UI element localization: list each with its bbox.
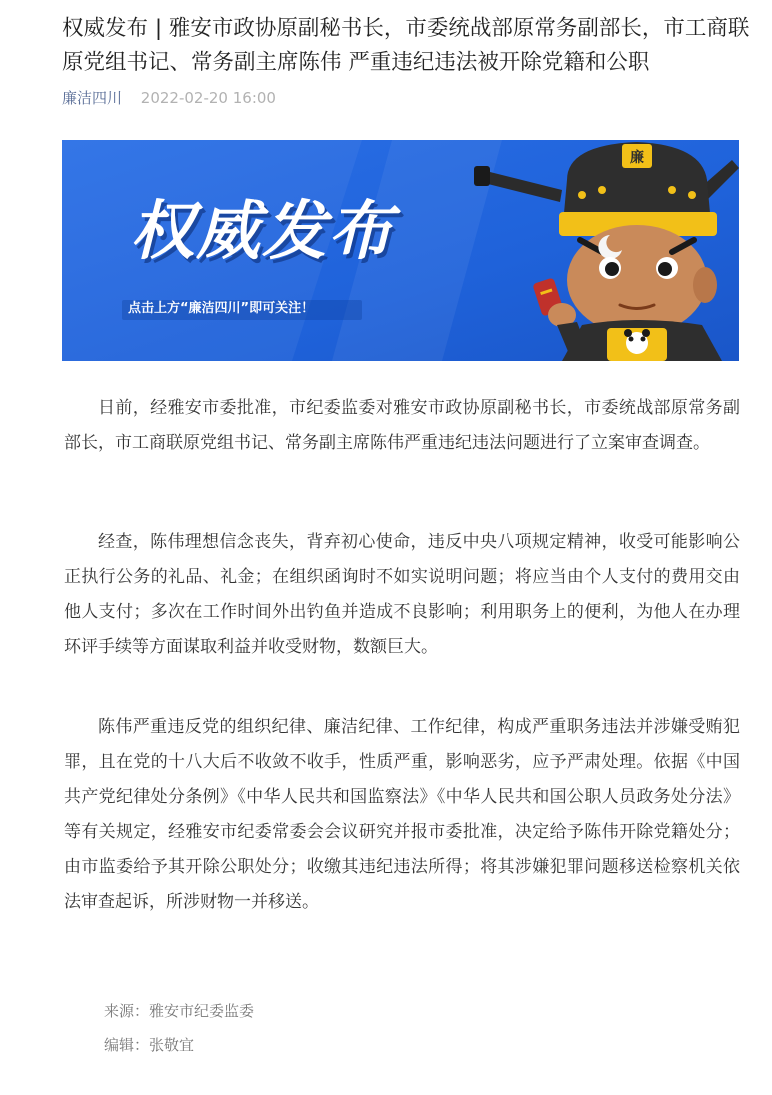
article-paragraph: 日前，经雅安市委批准，市纪委监委对雅安市政协原副秘书长，市委统战部原常务副部长，市工商联原党组书记、常务副主席陈伟严重违纪违法问题进行了立案审查调查。: [64, 398, 740, 453]
source-credit: 来源：雅安市纪委监委: [104, 1002, 255, 1020]
banner-subtitle: 点击上方“廉洁四川”即可关注！: [128, 301, 315, 316]
banner-title: 权威发布: [130, 195, 394, 269]
hat-badge: 廉: [630, 150, 644, 166]
account-name-link[interactable]: 廉洁四川: [62, 89, 123, 107]
banner-image: [62, 140, 739, 361]
article-paragraph: 陈伟严重违反党的组织纪律、廉洁纪律、工作纪律，构成严重职务违法并涉嫌受贿犯罪，且在党的十八大后不收敛不收手，性质严重，影响恶劣，应予严肃处理。依据《中国共产党纪律处分条例》《中华人民共和国监察法》《中华人民共和国公职人员政务处分法》等有关规定，经雅安市纪委常委会会议研究并报市委批准，决定给予陈伟开除党籍处分；由市监委给予其开除公职处分；收缴其违纪违法所得；将其涉嫌犯罪问题移送检察机关依法审查起诉，所涉财物一并移送。: [64, 717, 740, 912]
editor-credit: 编辑：张敬宜: [104, 1036, 195, 1054]
article-title: 权威发布 | 雅安市政协原副秘书长，市委统战部原常务副部长，市工商联原党组书记、常务副主席陈伟 严重违纪违法被开除党籍和公职: [62, 16, 750, 75]
publish-date: 2022-02-20 16:00: [140, 89, 276, 107]
article-meta: [62, 88, 276, 108]
article-paragraph: 经查，陈伟理想信念丧失，背弃初心使命，违反中央八项规定精神，收受可能影响公正执行公务的礼品、礼金；在组织函询时不如实说明问题；将应当由个人支付的费用交由他人支付；多次在工作时间外出钓鱼并造成不良影响；利用职务上的便利，为他人在办理环评手续等方面谋取利益并收受财物，数额巨大。: [64, 532, 740, 657]
